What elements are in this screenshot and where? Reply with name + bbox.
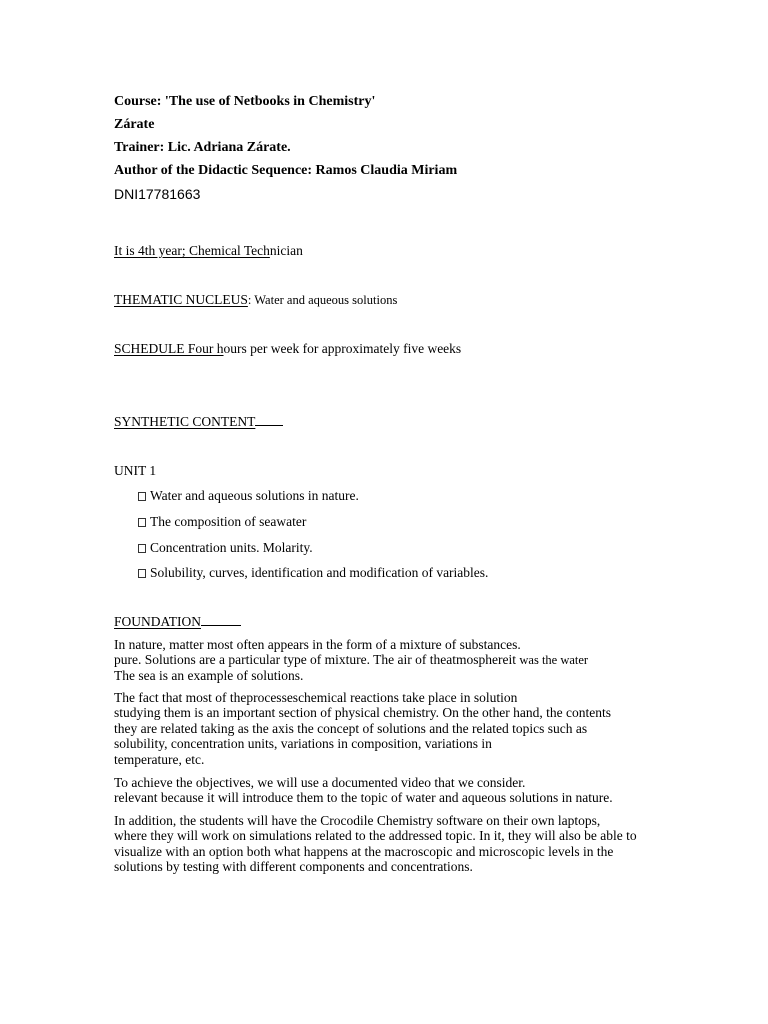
foundation-paragraph-2	[114, 690, 611, 767]
paragraph-line: The sea is an example of solutions.	[114, 667, 304, 683]
year-underlined: It is 4th year; Chemical Tech	[114, 243, 270, 258]
schedule-underlined: SCHEDULE Four h	[114, 341, 224, 356]
list-item: Water and aqueous solutions in nature.	[138, 487, 359, 505]
paragraph-line: they are related taking as the axis the concept of solutions and the related topics such as	[114, 720, 588, 736]
year-rest: nician	[269, 243, 303, 258]
schedule-line	[114, 340, 461, 358]
thematic-label: THEMATIC NUCLEUS	[114, 292, 248, 307]
paragraph-line: In addition, the students will have the Crocodile Chemistry software on their own laptops,	[114, 813, 601, 828]
paragraph-line: The fact that most of theprocesseschemical reactions take place in solution	[114, 690, 518, 705]
foundation-heading-line	[114, 613, 241, 631]
paragraph-line: studying them is an important section of physical chemistry. On the other hand, the contents	[114, 705, 612, 721]
author-name: Author of the Didactic Sequence: Ramos Claudia Miriam	[114, 163, 458, 178]
foundation-heading: FOUNDATION	[114, 614, 201, 629]
bullet-icon	[138, 544, 146, 553]
paragraph-line: visualize with an option both what happens at the macroscopic and microscopic levels in the	[114, 843, 614, 859]
bullet-icon	[138, 518, 146, 527]
foundation-paragraph-1	[114, 637, 588, 683]
trainer-name: Trainer: Lic. Adriana Zárate.	[114, 140, 291, 155]
course-title: Course: 'The use of Netbooks in Chemistry'	[114, 94, 376, 109]
foundation-paragraph-3	[114, 775, 613, 806]
heading-underline-fill	[255, 413, 283, 426]
heading-underline-fill	[201, 613, 241, 626]
bullet-icon	[138, 492, 146, 501]
foundation-paragraph-4	[114, 813, 637, 875]
paragraph-line: To achieve the objectives, we will use a documented video that we consider.	[114, 775, 526, 790]
paragraph-line: solubility, concentration units, variations in composition, variations in	[114, 736, 492, 752]
place-name: Zárate	[114, 117, 155, 132]
list-item: The composition of seawater	[138, 513, 306, 531]
dni-number: DNI17781663	[114, 186, 201, 202]
synthetic-content-heading: SYNTHETIC CONTENT	[114, 414, 256, 429]
bullet-icon	[138, 569, 146, 578]
list-item: Concentration units. Molarity.	[138, 539, 313, 557]
unit-label: UNIT 1	[114, 463, 157, 478]
paragraph-line: In nature, matter most often appears in the form of a mixture of substances.	[114, 637, 521, 652]
thematic-rest: : Water and aqueous solutions	[247, 293, 398, 307]
thematic-line	[114, 291, 397, 309]
synthetic-content-heading-line	[114, 413, 283, 431]
paragraph-line: temperature, etc.	[114, 751, 205, 767]
schedule-rest: ours per week for approximately five weeks	[223, 341, 462, 356]
paragraph-line: solutions by testing with different components and concentrations.	[114, 859, 473, 875]
paragraph-line: pure. Solutions are a particular type of mixture. The air of theatmosphereit was the water	[114, 652, 589, 668]
list-item: Solubility, curves, identification and modification of variables.	[138, 564, 488, 582]
paragraph-line: where they will work on simulations related to the addressed topic. In it, they will also be able to	[114, 828, 637, 844]
paragraph-line: relevant because it will introduce them to the topic of water and aqueous solutions in nature.	[114, 790, 613, 806]
year-line	[114, 242, 303, 260]
